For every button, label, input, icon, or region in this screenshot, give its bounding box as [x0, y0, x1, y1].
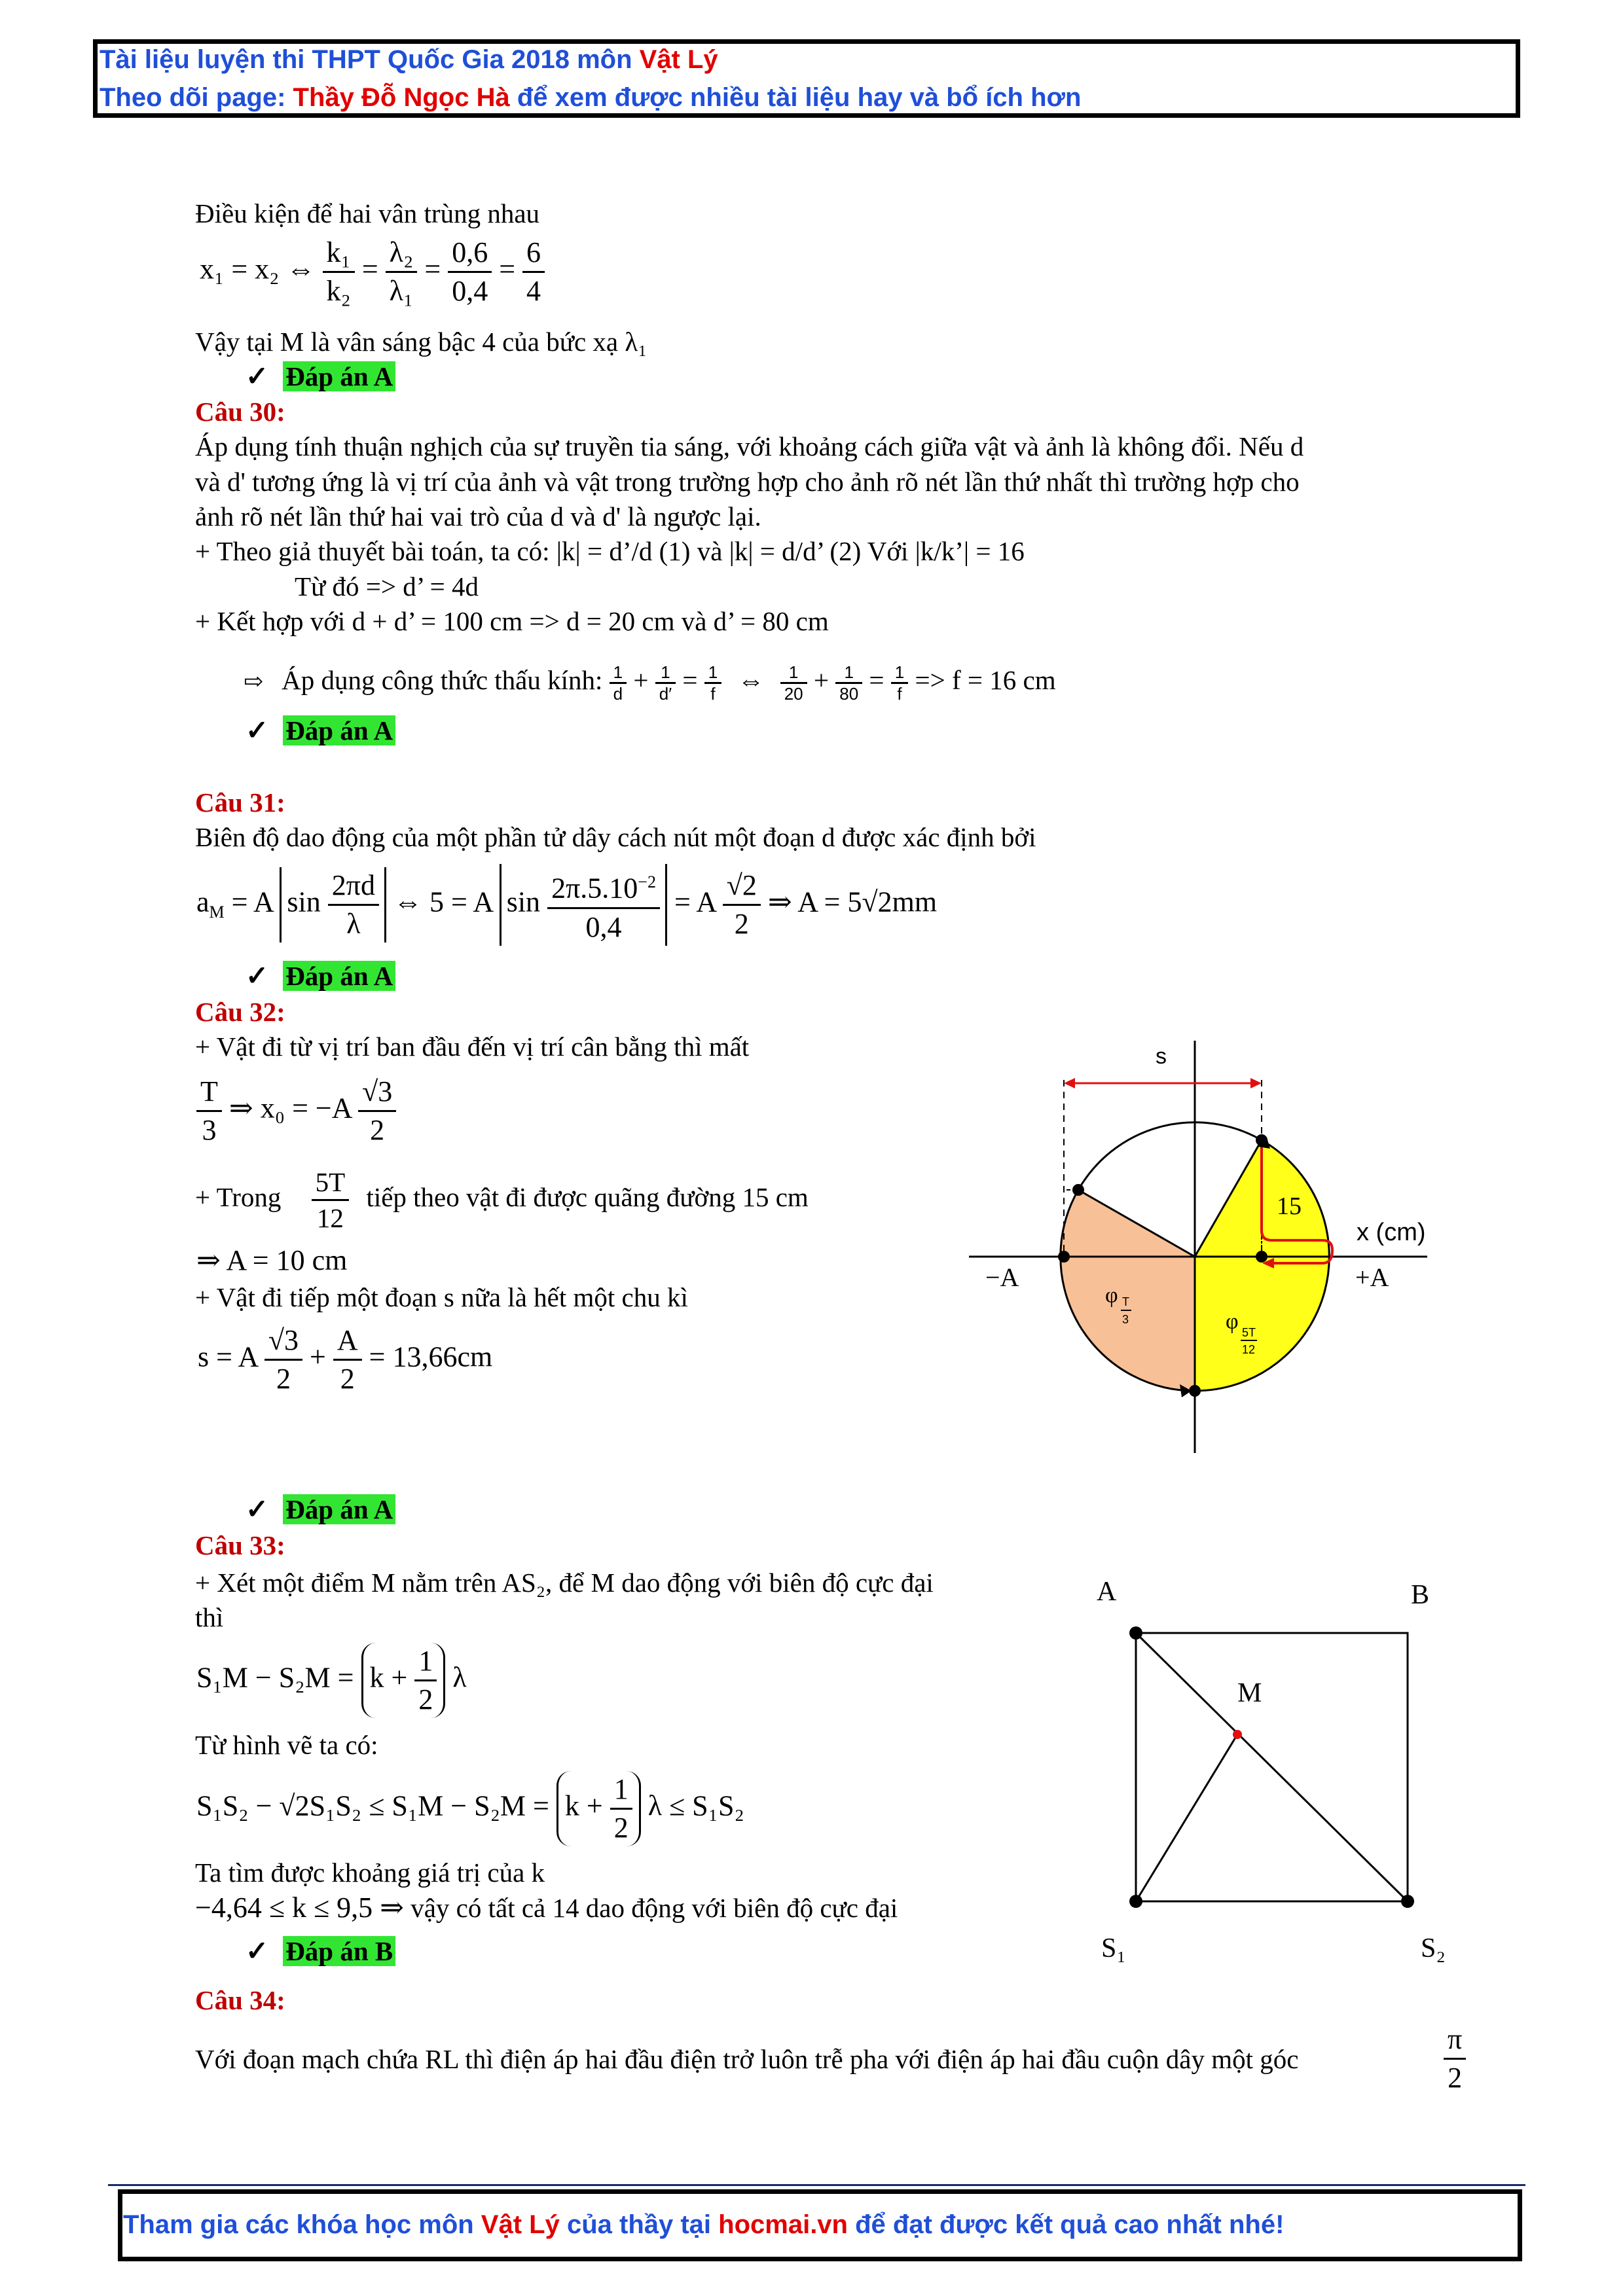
check-icon: ✓ — [246, 961, 269, 992]
q30-para-1: Áp dụng tính thuận nghịch của sự truyền tia sáng, với khoảng cách giữa vật và ảnh là không đổi. Nếu d — [195, 431, 1304, 461]
point-S2 — [1401, 1895, 1414, 1908]
label-phi-1: φ — [1105, 1283, 1118, 1308]
label-posA: +A — [1355, 1263, 1389, 1292]
q30-para-6: + Kết hợp với d + d’ = 100 cm => d = 20 cm và d’ = 80 cm — [195, 606, 829, 636]
point-arc — [1072, 1184, 1084, 1196]
check-icon: ✓ — [246, 1495, 269, 1525]
q33-para-2: Từ hình vẽ ta có: — [195, 1730, 378, 1760]
line-A-S2 — [1136, 1633, 1408, 1901]
q32-para-3: ⇒ A = 10 cm — [196, 1244, 348, 1276]
check-icon: ✓ — [246, 716, 269, 746]
footer-rule — [108, 2184, 1525, 2186]
s-arrow-left-head — [1064, 1078, 1075, 1088]
label-s: s — [1156, 1044, 1167, 1069]
arrow-right-icon: ⇨ — [244, 668, 264, 694]
q31-equation: $a_M = A$ sin $\frac{2\pi d}{\lambda}$ ⇔ 5 = A sin $\frac{2\pi.5.10^{-2}}{0,4}$ = A $\frac{√2}{2}$ ⇒ A = 5√2mm — [196, 864, 937, 946]
orange-sector — [1061, 1190, 1195, 1391]
q31-para-1: Biên độ dao động của một phần tử dây cách nút một đoạn d được xác định bởi — [195, 822, 1036, 852]
q30-answer: ✓ Đáp án A — [246, 713, 395, 748]
q29-conclusion: Vậy tại M là vân sáng bậc 4 của bức xạ λ₁ — [195, 327, 647, 357]
q32-circle-diagram — [956, 1028, 1493, 1466]
q30-para-3: ảnh rõ nét lần thứ hai vai trò của d và d' là ngược lại. — [195, 501, 761, 531]
q30-title: Câu 30: — [195, 397, 285, 427]
q29-condition: Điều kiện để hai vân trùng nhau — [195, 198, 540, 228]
point-proj — [1256, 1251, 1267, 1263]
check-icon: ✓ — [246, 362, 269, 392]
label-x: x (cm) — [1357, 1219, 1426, 1246]
q34-para-1: Với đoạn mạch chứa RL thì điện áp hai đầu điện trở luôn trễ pha với điện áp hai đầu cuộn dây một góc — [195, 2044, 1299, 2074]
q34-fraction: $\frac{\pi}{2}$ — [1444, 2021, 1466, 2096]
q32-answer: ✓ Đáp án A — [246, 1492, 395, 1527]
q33-eq-1: S₁M − S₂M = k + $\frac{1}{2}$ λ — [196, 1643, 467, 1718]
label-phi-2-den: 12 — [1242, 1343, 1256, 1356]
q31-answer: ✓ Đáp án A — [246, 959, 395, 994]
hocmai-link[interactable]: hocmai.vn — [718, 2210, 848, 2239]
label-S1: S₁ — [1101, 1933, 1127, 1964]
q30-para-5: Từ đó => d’ = 4d — [295, 571, 479, 601]
q33-para-1: + Xét một điểm M nằm trên AS₂, để M dao động với biên độ cực đại — [195, 1568, 934, 1598]
label-S2: S₂ — [1421, 1933, 1446, 1964]
label-M: M — [1237, 1678, 1262, 1708]
q34-title: Câu 34: — [195, 1985, 285, 2015]
q32-para-4: + Vật đi tiếp một đoạn s nữa là hết một chu kì — [195, 1282, 688, 1312]
q32-title: Câu 32: — [195, 997, 285, 1027]
label-15: 15 — [1277, 1193, 1302, 1220]
label-phi-1-den: 3 — [1122, 1313, 1129, 1326]
q33-para-1b: thì — [195, 1602, 224, 1632]
q32-para-2: + Trong $\frac{5T}{12}$ tiếp theo vật đi được quãng đường 15 cm — [195, 1165, 809, 1235]
q33-para-4: −4,64 ≤ k ≤ 9,5 ⇒ vậy có tất cả 14 dao động với biên độ cực đại — [195, 1892, 898, 1924]
q29-answer: ✓ Đáp án A — [246, 359, 395, 394]
label-negA: −A — [985, 1263, 1019, 1292]
q33-title: Câu 33: — [195, 1530, 285, 1560]
q31-title: Câu 31: — [195, 787, 285, 817]
point-A — [1129, 1626, 1142, 1640]
q32-para-1: + Vật đi từ vị trí ban đầu đến vị trí cân bằng thì mất — [195, 1031, 750, 1062]
s-arrow-right-head — [1250, 1078, 1262, 1088]
label-B: B — [1411, 1580, 1430, 1610]
q33-square-diagram — [1087, 1571, 1493, 1977]
q33-answer: ✓ Đáp án B — [246, 1934, 395, 1969]
footer-text: Tham gia các khóa học môn Vật Lý của thầy tại hocmai.vn để đạt được kết quả cao nhất nhé! — [123, 2210, 1285, 2239]
q30-para-2: và d' tương ứng là vị trí của ảnh và vật trong trường hợp cho ảnh rõ nét lần thứ nhất thì trường hợp cho — [195, 467, 1300, 497]
line-S1-M — [1136, 1734, 1237, 1901]
q33-eq-2: S₁S₂ − √2S₁S₂ ≤ S₁M − S₂M = k + $\frac{1}{2}$ λ ≤ S₁S₂ — [196, 1771, 744, 1846]
q33-para-3: Ta tìm được khoảng giá trị của k — [195, 1857, 545, 1888]
point-left — [1058, 1251, 1070, 1263]
q32-eq-4: s = A $\frac{√3}{2}$ + $\frac{A}{2}$ = 13,66cm — [198, 1322, 492, 1397]
header-line-2: Theo dõi page: Thầy Đỗ Ngọc Hà để xem được nhiều tài liệu hay và bổ ích hơn — [100, 83, 1082, 112]
label-phi-2-num: 5T — [1242, 1326, 1256, 1339]
q32-eq-1: $\frac{T}{3}$ ⇒ x₀ = −A $\frac{√3}{2}$ — [196, 1073, 396, 1149]
label-phi-2: φ — [1226, 1310, 1239, 1334]
label-phi-1-num: T — [1122, 1295, 1129, 1308]
label-A: A — [1097, 1577, 1117, 1607]
check-icon: ✓ — [246, 1937, 269, 1967]
q29-equation: x₁ = x₂ ⇔ $\frac{\text{k₁}}{\text{k₂}}$ = $\frac{\text{λ₂}}{\text{λ₁}}$ = $\frac{0,6}{0,4}$ = $\frac{6}{4}$ — [200, 234, 545, 310]
q30-para-4: + Theo giả thuyết bài toán, ta có: |k| = d’/d (1) và |k| = d/d’ (2) Với |k/k’| = 16 — [195, 536, 1025, 566]
point-M — [1233, 1730, 1242, 1739]
point-S1 — [1129, 1895, 1142, 1908]
header-line-1: Tài liệu luyện thi THPT Quốc Gia 2018 môn Vật Lý — [100, 45, 718, 74]
q30-lens-formula: ⇨ Áp dụng công thức thấu kính: $\frac{1}{d}$ + $\frac{1}{d'}$ = $\frac{1}{f}$ ⇔ $\frac{1}{20}$ + $\frac{1}{80}$ = $\frac{1}{f}$ => f = 16 cm — [244, 662, 1056, 704]
